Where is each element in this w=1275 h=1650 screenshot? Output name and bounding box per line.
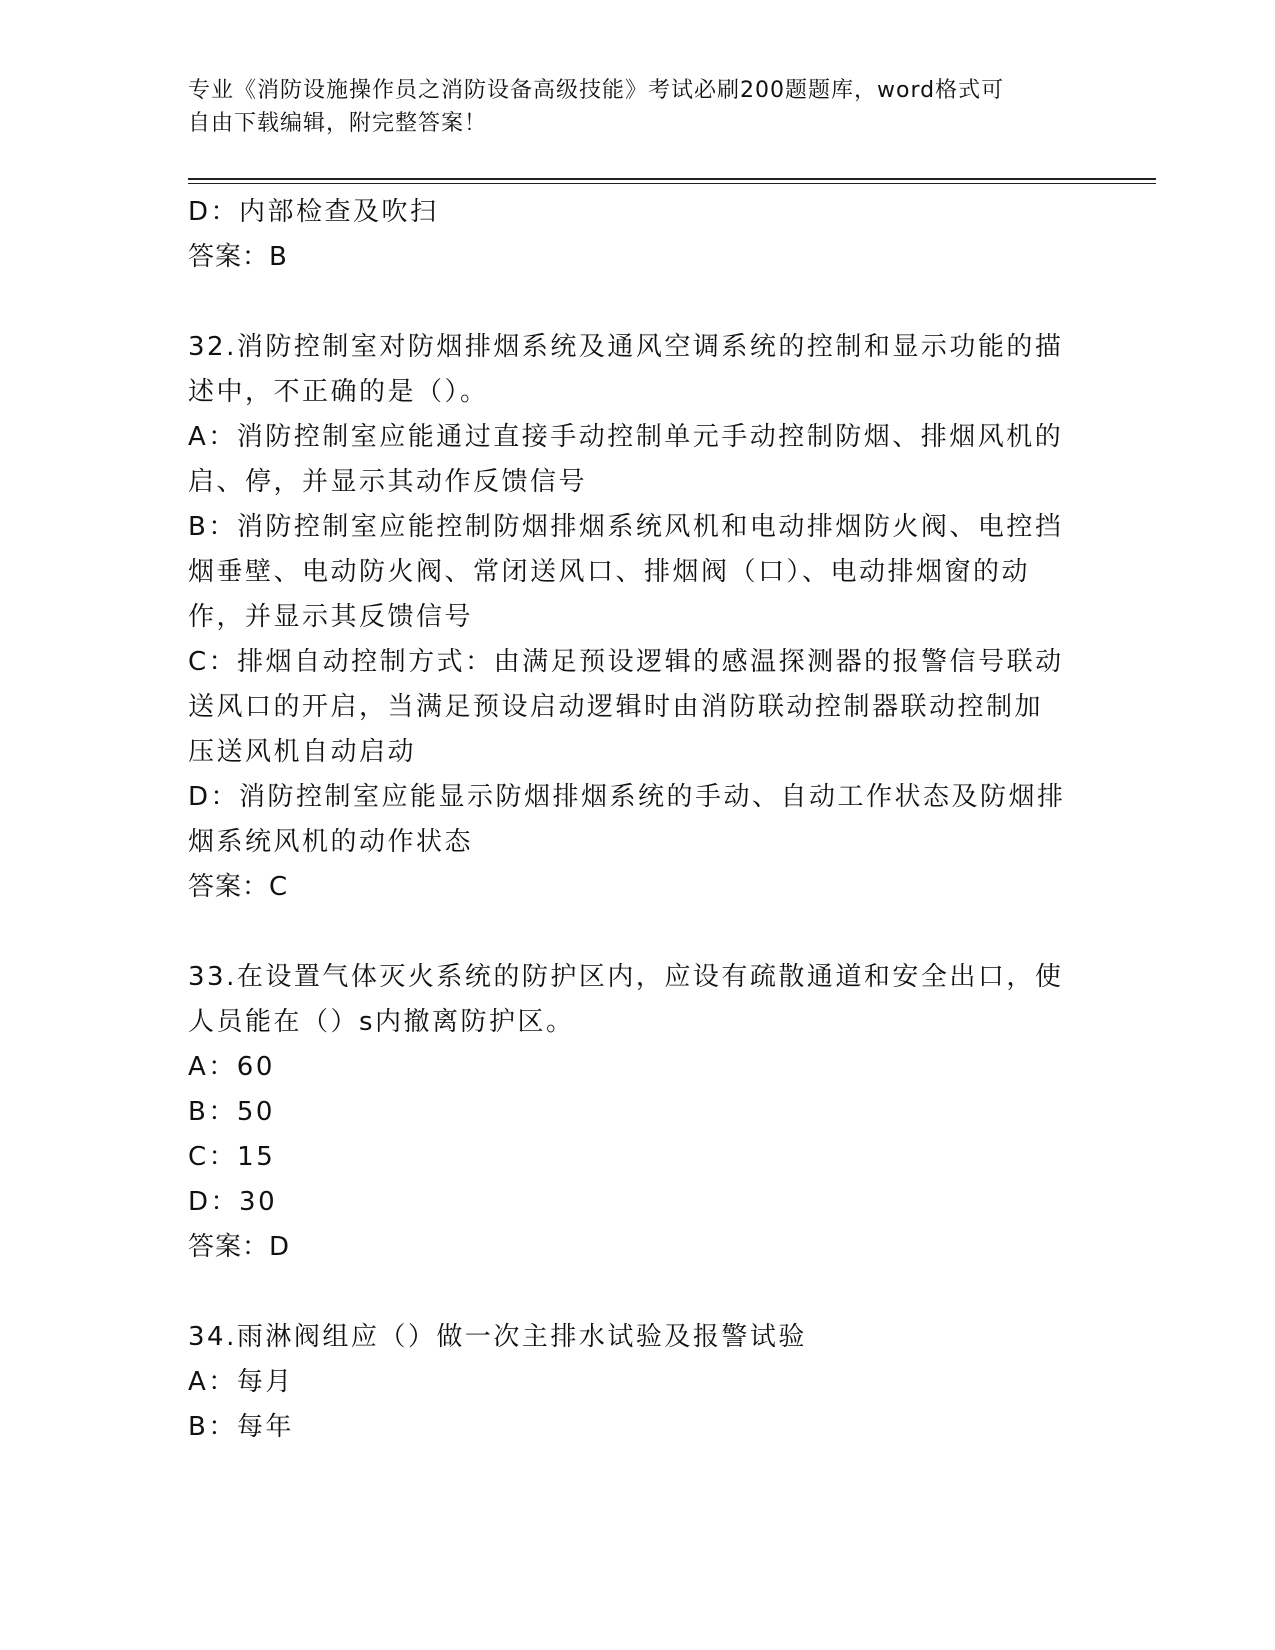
q32-option-c-line-3: 压送风机自动启动 (188, 737, 417, 767)
q32-option-b-line-3: 作，并显示其反馈信号 (188, 602, 474, 632)
q31-option-d: D：内部检查及吹扫 (188, 197, 439, 227)
header-divider-thick (188, 178, 1156, 180)
q32-option-d-line-2: 烟系统风机的动作状态 (188, 827, 474, 857)
question-33 (188, 955, 1088, 1270)
q32-option-a-line-1: A：消防控制室应能通过直接手动控制单元手动控制防烟、排烟风机的 (188, 422, 1064, 452)
question-content (188, 190, 1088, 1450)
q33-stem-line-2: 人员能在（）s内撤离防护区。 (188, 1007, 575, 1037)
q34-stem: 34.雨淋阀组应（）做一次主排水试验及报警试验 (188, 1322, 807, 1352)
header-title-line-2: 自由下载编辑，附完整答案！ (188, 111, 488, 136)
header-divider-thin (188, 183, 1156, 184)
header-title-line-1: 专业《消防设施操作员之消防设备高级技能》考试必刷200题题库，word格式可 (188, 78, 1005, 103)
q33-answer: 答案：D (188, 1232, 291, 1262)
q34-option-b: B：每年 (188, 1412, 294, 1442)
q32-option-d-line-1: D：消防控制室应能显示防烟排烟系统的手动、自动工作状态及防烟排 (188, 782, 1066, 812)
question-spacer (188, 910, 1088, 955)
q32-option-b-line-2: 烟垂壁、电动防火阀、常闭送风口、排烟阀（口）、电动排烟窗的动 (188, 557, 1031, 587)
q32-option-c-line-2: 送风口的开启，当满足预设启动逻辑时由消防联动控制器联动控制加 (188, 692, 1044, 722)
q32-stem-line-2: 述中，不正确的是（）。 (188, 377, 489, 407)
question-31-tail (188, 190, 1088, 280)
q33-option-c: C：15 (188, 1142, 276, 1172)
question-spacer (188, 1270, 1088, 1315)
question-34 (188, 1315, 1088, 1450)
question-spacer (188, 280, 1088, 325)
q33-option-a: A：60 (188, 1052, 275, 1082)
q33-option-b: B：50 (188, 1097, 275, 1127)
q32-option-b-line-1: B：消防控制室应能控制防烟排烟系统风机和电动排烟防火阀、电控挡 (188, 512, 1064, 542)
q32-option-c-line-1: C：排烟自动控制方式：由满足预设逻辑的感温探测器的报警信号联动 (188, 647, 1064, 677)
q32-answer: 答案：C (188, 872, 289, 902)
q34-option-a: A：每月 (188, 1367, 294, 1397)
question-32 (188, 325, 1088, 910)
q33-stem-line-1: 33.在设置气体灭火系统的防护区内，应设有疏散通道和安全出口，使 (188, 962, 1064, 992)
document-header (188, 74, 1088, 140)
q31-answer: 答案：B (188, 242, 288, 272)
q32-stem-line-1: 32.消防控制室对防烟排烟系统及通风空调系统的控制和显示功能的描 (188, 332, 1064, 362)
q32-option-a-line-2: 启、停，并显示其动作反馈信号 (188, 467, 588, 497)
q33-option-d: D：30 (188, 1187, 278, 1217)
